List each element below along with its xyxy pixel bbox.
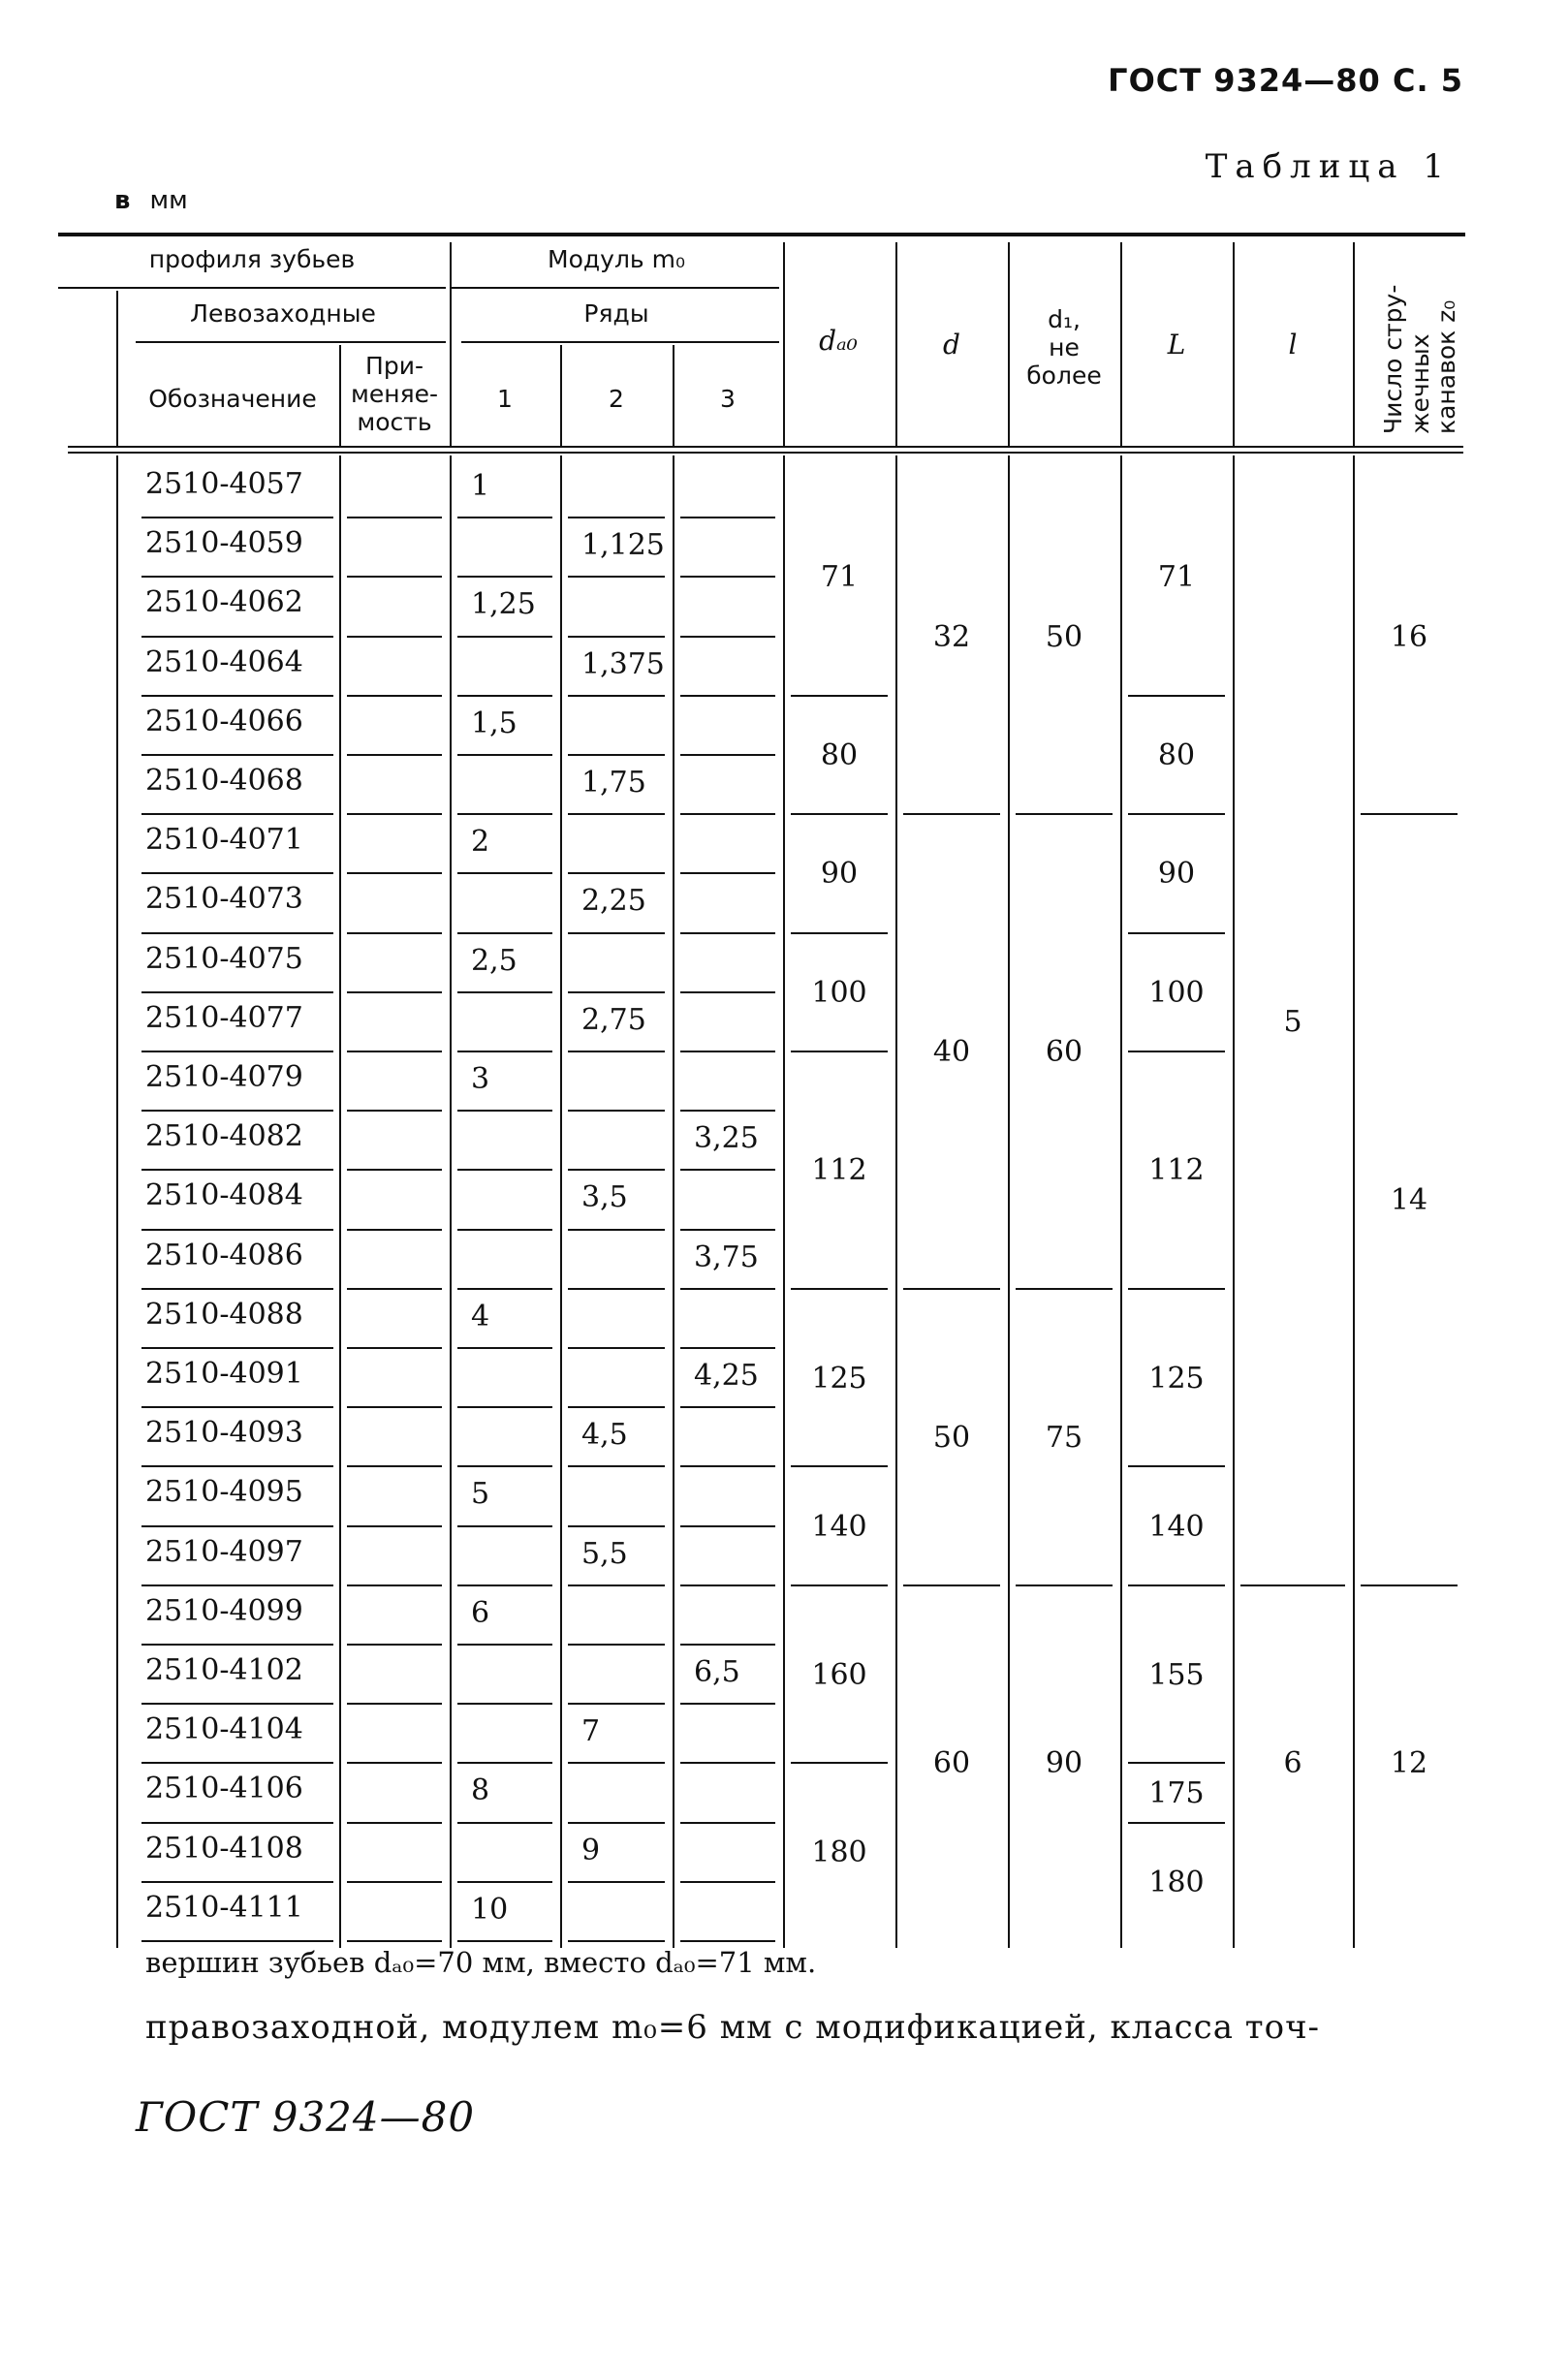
designation-cell: 2510-4062 [145, 585, 303, 620]
module-r2-cell: 7 [581, 1714, 601, 1749]
row-rule-des [141, 813, 333, 815]
designation-cell: 2510-4099 [145, 1593, 303, 1628]
row-rule-app [347, 1881, 442, 1883]
row-rule-r1 [457, 1051, 552, 1052]
row-rule-r2 [568, 517, 665, 518]
row-rule-r2 [568, 932, 665, 934]
row-rule-des [141, 1406, 333, 1408]
row-rule-r1 [457, 1288, 552, 1290]
L-cell: 125 [1148, 1361, 1205, 1396]
header-vrule-4 [560, 345, 562, 446]
module-r2-cell: 1,375 [581, 646, 665, 681]
row-rule-des [141, 1881, 333, 1883]
header-rule-profile [58, 287, 446, 289]
row-rule-r2 [568, 1822, 665, 1824]
row-rule-r2 [568, 1229, 665, 1231]
row-rule-app [347, 636, 442, 638]
row-rule-r1 [457, 1940, 552, 1942]
header-row2: 2 [609, 385, 624, 413]
row-rule-r3 [680, 1465, 775, 1467]
module-r2-cell: 4,5 [581, 1418, 628, 1453]
row-rule-r2 [568, 1465, 665, 1467]
designation-cell: 2510-4071 [145, 823, 303, 858]
footnote-line: вершин зубьев dₐ₀=70 мм, вместо dₐ₀=71 мм. [145, 1946, 817, 1979]
header-left-hand: Левозаходные [190, 299, 376, 328]
designation-cell: 2510-4106 [145, 1772, 303, 1806]
module-r2-cell: 5,5 [581, 1536, 628, 1571]
row-rule-r3 [680, 1288, 775, 1290]
header-rule-left-hand [136, 341, 446, 343]
z-cell: 12 [1390, 1746, 1428, 1781]
module-r3-cell: 4,25 [694, 1359, 759, 1393]
row-rule-r3 [680, 1229, 775, 1231]
row-rule-des [141, 695, 333, 697]
page-header-right: ГОСТ 9324—80 С. 5 [1108, 62, 1463, 99]
L-cell: 175 [1148, 1776, 1205, 1810]
row-rule-app [347, 1703, 442, 1705]
d1-cell: 60 [1045, 1035, 1083, 1069]
L-group-rule [1128, 1465, 1225, 1467]
row-rule-des [141, 1940, 333, 1942]
row-rule-r2 [568, 1703, 665, 1705]
row-rule-r1 [457, 576, 552, 578]
designation-cell: 2510-4097 [145, 1534, 303, 1569]
row-rule-r2 [568, 576, 665, 578]
row-rule-r3 [680, 517, 775, 518]
designation-cell: 2510-4084 [145, 1178, 303, 1213]
header-rows: Ряды [583, 299, 649, 328]
body-vrule-0 [116, 455, 118, 1948]
L-group-rule [1128, 1822, 1225, 1824]
L-cell: 112 [1148, 1153, 1205, 1188]
dao-cell: 180 [811, 1835, 867, 1870]
row-rule-r1 [457, 1703, 552, 1705]
row-rule-r3 [680, 1644, 775, 1646]
designation-cell: 2510-4095 [145, 1475, 303, 1510]
header-applicability: При- меняе- мость [350, 352, 439, 436]
row-rule-r1 [457, 1169, 552, 1171]
L-cell: 90 [1157, 857, 1196, 892]
row-rule-app [347, 872, 442, 874]
row-rule-r1 [457, 872, 552, 874]
row-rule-r1 [457, 1465, 552, 1467]
L-group-rule [1128, 1051, 1225, 1052]
module-r1-cell: 8 [471, 1773, 490, 1808]
header-row1: 1 [497, 385, 513, 413]
designation-cell: 2510-4064 [145, 644, 303, 679]
module-r2-cell: 9 [581, 1833, 601, 1867]
row-rule-r3 [680, 695, 775, 697]
row-rule-r2 [568, 1644, 665, 1646]
row-rule-r3 [680, 1703, 775, 1705]
dao-group-rule [791, 1051, 888, 1052]
d-cell: 50 [932, 1420, 971, 1455]
row-rule-app [347, 1229, 442, 1231]
row-rule-r3 [680, 1822, 775, 1824]
row-rule-app [347, 517, 442, 518]
module-r1-cell: 1,5 [471, 706, 517, 740]
header-profile: профиля зубьев [148, 245, 356, 273]
designation-cell: 2510-4086 [145, 1238, 303, 1272]
module-r1-cell: 5 [471, 1477, 490, 1512]
row-rule-des [141, 932, 333, 934]
module-r1-cell: 2 [471, 825, 490, 860]
module-r1-cell: 4 [471, 1299, 490, 1333]
L-cell: 71 [1157, 560, 1196, 595]
designation-cell: 2510-4082 [145, 1119, 303, 1154]
d1-group-rule [1016, 813, 1113, 815]
row-rule-r2 [568, 754, 665, 756]
table-title: Таблица 1 [1205, 147, 1452, 186]
row-rule-r3 [680, 1584, 775, 1586]
row-rule-des [141, 1169, 333, 1171]
units-value: мм [149, 186, 188, 215]
module-r3-cell: 3,25 [694, 1121, 759, 1156]
L-group-rule [1128, 932, 1225, 934]
header-l: l [1288, 329, 1298, 361]
header-bottom-rule-b [68, 452, 1463, 454]
row-rule-r3 [680, 991, 775, 993]
row-rule-r2 [568, 636, 665, 638]
dao-cell: 160 [811, 1657, 867, 1692]
designation-cell: 2510-4108 [145, 1831, 303, 1866]
header-grooves: Число стру- жечных канавок z₀ [1379, 284, 1460, 434]
row-rule-r2 [568, 1051, 665, 1052]
row-rule-des [141, 872, 333, 874]
l-group-rule [1240, 1584, 1345, 1586]
row-rule-r1 [457, 1762, 552, 1764]
dao-group-rule [791, 695, 888, 697]
row-rule-des [141, 1822, 333, 1824]
header-rule-rows [461, 341, 779, 343]
row-rule-des [141, 1584, 333, 1586]
module-r3-cell: 3,75 [694, 1239, 759, 1274]
L-group-rule [1128, 695, 1225, 697]
row-rule-des [141, 1288, 333, 1290]
row-rule-r1 [457, 695, 552, 697]
row-rule-r3 [680, 813, 775, 815]
d-group-rule [903, 813, 1000, 815]
body-vrule-9 [1233, 455, 1235, 1948]
z-cell: 14 [1390, 1183, 1428, 1217]
d-cell: 40 [932, 1035, 971, 1069]
module-r1-cell: 6 [471, 1595, 490, 1630]
row-rule-des [141, 1051, 333, 1052]
row-rule-app [347, 991, 442, 993]
designation-cell: 2510-4093 [145, 1416, 303, 1451]
row-rule-des [141, 1703, 333, 1705]
row-rule-r2 [568, 1881, 665, 1883]
L-group-rule [1128, 1762, 1225, 1764]
row-rule-app [347, 1288, 442, 1290]
module-r2-cell: 1,125 [581, 528, 665, 563]
header-L: L [1167, 329, 1186, 361]
dao-group-rule [791, 1762, 888, 1764]
row-rule-r1 [457, 1525, 552, 1527]
row-rule-app [347, 1051, 442, 1052]
row-rule-r2 [568, 1110, 665, 1112]
header-bottom-rule-a [68, 446, 1463, 448]
row-rule-r2 [568, 1940, 665, 1942]
dao-cell: 71 [820, 560, 859, 595]
designation-cell: 2510-4091 [145, 1357, 303, 1391]
row-rule-app [347, 1822, 442, 1824]
L-cell: 100 [1148, 975, 1205, 1010]
d1-cell: 50 [1045, 619, 1083, 654]
row-rule-r2 [568, 1169, 665, 1171]
designation-cell: 2510-4057 [145, 467, 303, 501]
L-cell: 140 [1148, 1509, 1205, 1544]
dao-cell: 140 [811, 1509, 867, 1544]
module-r1-cell: 1 [471, 469, 490, 503]
row-rule-r1 [457, 1881, 552, 1883]
header-vrule-11 [1353, 242, 1355, 446]
row-rule-r1 [457, 932, 552, 934]
row-rule-r2 [568, 991, 665, 993]
module-r1-cell: 2,5 [471, 943, 517, 978]
l-cell: 5 [1283, 1005, 1302, 1040]
row-rule-des [141, 1229, 333, 1231]
z-group-rule [1361, 1584, 1458, 1586]
row-rule-r3 [680, 1881, 775, 1883]
L-group-rule [1128, 813, 1225, 815]
row-rule-r1 [457, 636, 552, 638]
body-vrule-3 [560, 455, 562, 1948]
body-vrule-4 [673, 455, 674, 1948]
designation-cell: 2510-4059 [145, 526, 303, 561]
module-r1-cell: 1,25 [471, 587, 536, 622]
designation-cell: 2510-4077 [145, 1000, 303, 1035]
row-rule-app [347, 1644, 442, 1646]
row-rule-r3 [680, 754, 775, 756]
L-cell: 80 [1157, 738, 1196, 772]
body-vrule-7 [1008, 455, 1010, 1948]
row-rule-r3 [680, 1051, 775, 1052]
row-rule-r3 [680, 1110, 775, 1112]
designation-cell: 2510-4073 [145, 882, 303, 917]
row-rule-r2 [568, 813, 665, 815]
row-rule-des [141, 1762, 333, 1764]
row-rule-r3 [680, 932, 775, 934]
row-rule-r3 [680, 576, 775, 578]
designation-cell: 2510-4075 [145, 941, 303, 976]
row-rule-r3 [680, 1940, 775, 1942]
row-rule-r1 [457, 754, 552, 756]
designation-cell: 2510-4068 [145, 764, 303, 798]
designation-cell: 2510-4104 [145, 1712, 303, 1747]
row-rule-r1 [457, 1110, 552, 1112]
z-group-rule [1361, 813, 1458, 815]
dao-cell: 100 [811, 975, 867, 1010]
row-rule-r2 [568, 695, 665, 697]
row-rule-app [347, 1347, 442, 1349]
header-d1: d₁, не более [1026, 305, 1102, 390]
L-cell: 155 [1148, 1657, 1205, 1692]
header-vrule-5 [673, 345, 674, 446]
row-rule-app [347, 1169, 442, 1171]
L-group-rule [1128, 1288, 1225, 1290]
row-rule-des [141, 991, 333, 993]
row-rule-app [347, 576, 442, 578]
designation-cell: 2510-4102 [145, 1653, 303, 1687]
row-rule-des [141, 1525, 333, 1527]
d-cell: 60 [932, 1746, 971, 1781]
d-group-rule [903, 1288, 1000, 1290]
row-rule-app [347, 1584, 442, 1586]
row-rule-r1 [457, 1406, 552, 1408]
row-rule-des [141, 636, 333, 638]
header-row3: 3 [720, 385, 736, 413]
row-rule-r2 [568, 1762, 665, 1764]
header-vrule-2 [339, 345, 341, 446]
row-rule-des [141, 1347, 333, 1349]
dao-cell: 125 [811, 1361, 867, 1396]
module-r2-cell: 2,25 [581, 884, 646, 919]
header-designation: Обозначение [148, 385, 317, 413]
module-r2-cell: 3,5 [581, 1180, 628, 1215]
dao-group-rule [791, 1288, 888, 1290]
row-rule-app [347, 932, 442, 934]
row-rule-app [347, 813, 442, 815]
row-rule-des [141, 754, 333, 756]
module-r2-cell: 2,75 [581, 1002, 646, 1037]
row-rule-r3 [680, 1169, 775, 1171]
row-rule-r2 [568, 1525, 665, 1527]
header-d: d [943, 329, 960, 361]
row-rule-app [347, 1406, 442, 1408]
body-vrule-1 [339, 455, 341, 1948]
row-rule-app [347, 754, 442, 756]
row-rule-app [347, 695, 442, 697]
dao-group-rule [791, 932, 888, 934]
row-rule-r1 [457, 1229, 552, 1231]
row-rule-r1 [457, 813, 552, 815]
dao-cell: 80 [820, 738, 859, 772]
body-vrule-5 [783, 455, 785, 1948]
row-rule-app [347, 1525, 442, 1527]
row-rule-r1 [457, 1822, 552, 1824]
row-rule-r1 [457, 517, 552, 518]
designation-cell: 2510-4079 [145, 1060, 303, 1094]
row-rule-r3 [680, 1406, 775, 1408]
row-rule-des [141, 517, 333, 518]
body-vrule-6 [895, 455, 897, 1948]
row-rule-r2 [568, 1288, 665, 1290]
body-vrule-8 [1120, 455, 1122, 1948]
d1-cell: 90 [1045, 1746, 1083, 1781]
units-label [114, 186, 188, 215]
body-vrule-2 [450, 455, 452, 1948]
row-rule-des [141, 1644, 333, 1646]
row-rule-r1 [457, 1644, 552, 1646]
header-module: Модуль m₀ [548, 245, 685, 273]
d-group-rule [903, 1584, 1000, 1586]
row-rule-r1 [457, 991, 552, 993]
d1-cell: 75 [1045, 1420, 1083, 1455]
header-rule-module [452, 287, 779, 289]
row-rule-r2 [568, 1347, 665, 1349]
d1-group-rule [1016, 1288, 1113, 1290]
z-cell: 16 [1390, 619, 1428, 654]
row-rule-r3 [680, 1347, 775, 1349]
dao-cell: 90 [820, 857, 859, 892]
row-rule-r3 [680, 872, 775, 874]
module-r2-cell: 1,75 [581, 766, 646, 800]
row-rule-r2 [568, 1406, 665, 1408]
L-group-rule [1128, 1584, 1225, 1586]
L-cell: 180 [1148, 1865, 1205, 1899]
row-rule-r2 [568, 872, 665, 874]
d-cell: 32 [932, 619, 971, 654]
row-rule-r1 [457, 1347, 552, 1349]
row-rule-app [347, 1940, 442, 1942]
dao-group-rule [791, 1465, 888, 1467]
l-cell: 6 [1283, 1746, 1302, 1781]
dao-cell: 112 [811, 1153, 867, 1188]
standard-reference: ГОСТ 9324—80 [136, 2093, 476, 2141]
row-rule-des [141, 576, 333, 578]
row-rule-app [347, 1465, 442, 1467]
module-r3-cell: 6,5 [694, 1655, 740, 1689]
dao-group-rule [791, 813, 888, 815]
table-top-rule [58, 233, 1465, 236]
module-r1-cell: 3 [471, 1062, 490, 1096]
row-rule-r3 [680, 1762, 775, 1764]
units-prefix: в [114, 186, 131, 215]
designation-cell: 2510-4088 [145, 1297, 303, 1332]
row-rule-des [141, 1110, 333, 1112]
row-rule-r3 [680, 1525, 775, 1527]
d1-group-rule [1016, 1584, 1113, 1586]
body-text-line: правозаходной, модулем m₀=6 мм с модификацией, класса точ- [145, 2008, 1321, 2047]
row-rule-r3 [680, 636, 775, 638]
row-rule-app [347, 1762, 442, 1764]
header-vrule-1 [116, 291, 118, 446]
module-r1-cell: 10 [471, 1892, 509, 1927]
header-dao: dₐ₀ [819, 325, 858, 357]
designation-cell: 2510-4066 [145, 704, 303, 738]
dao-group-rule [791, 1584, 888, 1586]
row-rule-app [347, 1110, 442, 1112]
designation-cell: 2510-4111 [145, 1890, 303, 1925]
row-rule-r2 [568, 1584, 665, 1586]
row-rule-r1 [457, 1584, 552, 1586]
row-rule-des [141, 1465, 333, 1467]
